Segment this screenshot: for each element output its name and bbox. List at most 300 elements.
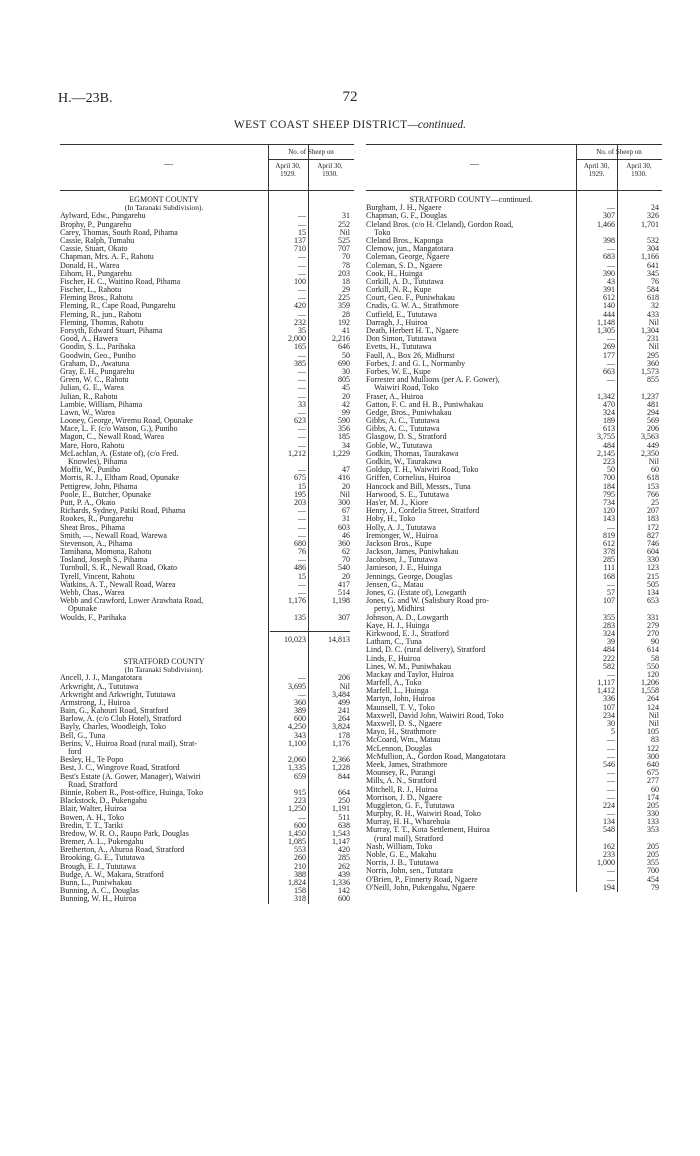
sheep-1929: 623 xyxy=(294,416,306,426)
table-row xyxy=(366,589,662,597)
owner-name: Cassie, Stuart, Okato xyxy=(60,245,128,254)
sheep-1929: 2,145 xyxy=(597,448,615,458)
table-row xyxy=(60,589,354,597)
sheep-1930: 827 xyxy=(647,530,659,540)
sheep-1930: 270 xyxy=(647,628,659,638)
owner-name: Cutfield, E., Tututawa xyxy=(366,310,437,319)
table-row xyxy=(60,376,354,384)
owner-name: Smith, —, Newall Road, Warewa xyxy=(60,531,167,540)
sheep-1930: 3,824 xyxy=(332,722,350,732)
sheep-1929: 162 xyxy=(603,841,615,851)
sheep-1930: 505 xyxy=(647,579,659,589)
owner-name: Lines, W. M., Puniwhakau xyxy=(366,662,452,671)
table-row xyxy=(366,843,662,851)
sheep-1929: 3,695 xyxy=(288,681,306,691)
sheep-1930: 185 xyxy=(338,432,350,442)
table-header-right xyxy=(366,144,662,191)
sheep-1929: 582 xyxy=(603,661,615,671)
sheep-1930: 1,229 xyxy=(332,448,350,458)
owner-name: Goodwin, Geo., Puniho xyxy=(60,351,136,360)
table-row xyxy=(60,707,354,715)
table-row xyxy=(60,327,354,335)
table-row xyxy=(366,311,662,319)
owner-name: Murray, H. H., Wharehuia xyxy=(366,818,450,827)
sheep-1929: 76 xyxy=(298,547,306,557)
sheep-1929: 388 xyxy=(294,869,306,879)
egmont-county-subheading: (In Taranaki Subdivision). xyxy=(124,203,204,213)
owner-name: Corkill, N. R., Kupe xyxy=(366,286,432,295)
table-row xyxy=(366,818,662,826)
sheep-1929: 43 xyxy=(607,276,615,286)
owner-name: Brooking, G. E., Tututawa xyxy=(60,854,145,863)
table-row xyxy=(60,343,354,351)
table-row xyxy=(366,736,662,744)
sheep-1930: 2,350 xyxy=(641,448,659,458)
sheep-1930: 205 xyxy=(647,800,659,810)
sheep-1930: 307 xyxy=(338,612,350,622)
owner-name: Darragh, J., Huiroa xyxy=(366,318,428,327)
page-title xyxy=(0,119,700,131)
sheep-1929: — xyxy=(298,506,306,516)
sheep-1929: — xyxy=(298,293,306,303)
table-row xyxy=(366,384,662,392)
table-row xyxy=(366,753,662,761)
owner-name: Good, A., Hawera xyxy=(60,335,118,344)
sheep-1929: 1,412 xyxy=(597,686,615,696)
sheep-1929: — xyxy=(298,432,306,442)
owner-name: Goble, W., Tututawa xyxy=(366,441,433,450)
sheep-1929: 30 xyxy=(607,719,615,728)
owner-name: Maxwell, D. S., Ngaere xyxy=(366,720,442,728)
table-row xyxy=(366,614,662,622)
sheep-1930: 1,543 xyxy=(332,828,350,838)
sheep-1930: 99 xyxy=(342,407,350,417)
table-row xyxy=(366,704,662,712)
sheep-1930: 331 xyxy=(647,612,659,622)
table-row xyxy=(60,442,354,450)
table-row xyxy=(366,376,662,384)
table-row xyxy=(366,835,662,843)
owner-name: Mackay and Taylor, Huiroa xyxy=(366,670,454,679)
owner-name: Marfell, L., Huinga xyxy=(366,687,429,696)
table-row xyxy=(60,740,354,748)
sheep-1930: 1,237 xyxy=(641,391,659,401)
owner-name: Goldup, T. H., Waiwiri Road, Toko xyxy=(366,466,479,475)
sheep-1929: 2,060 xyxy=(288,755,306,765)
sheep-1929: 355 xyxy=(603,612,615,622)
table-row xyxy=(60,458,354,466)
owner-name: Stevenson, A., Pihama xyxy=(60,539,133,548)
owner-name: Mounsey, R., Purangi xyxy=(366,769,436,778)
owner-name: Pettigrew, John, Pihama xyxy=(60,482,138,491)
owner-name: Bunn, L., Puniwhakau xyxy=(60,879,132,887)
owner-name: Best's Estate (A. Gower, Manager), Waiwiri xyxy=(60,772,201,781)
sheep-1930: 29 xyxy=(342,285,350,295)
owner-name: McCoard, Wm., Matau xyxy=(366,736,441,745)
sheep-1929: 680 xyxy=(294,538,306,548)
owner-name: Magon, C., Newall Road, Warea xyxy=(60,433,165,442)
owner-name: Maxwell, David John, Waiwiri Road, Toko xyxy=(366,711,504,720)
sheep-1930: 172 xyxy=(647,522,659,532)
table-row xyxy=(60,556,354,564)
table-row xyxy=(60,253,354,261)
table-row xyxy=(60,286,354,294)
owner-name: Jackson, James, Puniwhakau xyxy=(366,548,459,557)
sheep-1930: 120 xyxy=(647,669,659,679)
sheep-1929: 223 xyxy=(603,457,615,466)
sheep-1929: 140 xyxy=(603,301,615,311)
owner-name: Latham, C., Tuna xyxy=(366,638,422,647)
sheep-1929: — xyxy=(298,366,306,376)
sheep-1929: — xyxy=(298,465,306,475)
owner-name: Hancock and Bill, Messrs., Tuna xyxy=(366,482,471,491)
name-column-header-right: — xyxy=(470,159,479,169)
table-row xyxy=(60,524,354,532)
sheep-1930: 417 xyxy=(338,579,350,589)
owner-name: Kirkwood, E. J., Stratford xyxy=(366,629,449,638)
stratford-county-subheading: (In Taranaki Subdivision). xyxy=(124,665,204,675)
sheep-1930: 304 xyxy=(647,244,659,254)
sheep-1930: 618 xyxy=(647,473,659,483)
sheep-1929: 143 xyxy=(603,514,615,524)
col-1929-header-right: April 30, 1929. xyxy=(583,162,610,178)
owner-name: Mace, L. F. (c/o Watson, G.), Puniho xyxy=(60,425,178,434)
owner-name: Arkwright and Arkwright, Tututawa xyxy=(60,690,176,699)
owner-name: Looney, George, Wiremu Road, Opunake xyxy=(60,417,193,426)
sheep-1930: 355 xyxy=(647,858,659,868)
sheep-1930: 618 xyxy=(647,293,659,303)
sheep-1930: 241 xyxy=(338,706,350,716)
sheep-1930: 805 xyxy=(338,375,350,385)
owner-name: Bunning, A. C., Douglas xyxy=(60,887,139,896)
table-row xyxy=(60,683,354,691)
sheep-1929: — xyxy=(607,784,615,794)
table-row xyxy=(60,409,354,417)
table-row xyxy=(366,802,662,810)
table-row xyxy=(60,352,354,360)
sheep-1929: 194 xyxy=(603,882,615,892)
table-row xyxy=(60,319,354,327)
sheep-1930: 420 xyxy=(338,845,350,855)
sheep-1930: 90 xyxy=(651,637,659,647)
owner-name: Forbes, W. E., Kupe xyxy=(366,367,431,376)
sheep-1929: 224 xyxy=(603,800,615,810)
table-row xyxy=(366,564,662,572)
owner-name: Binnie, Robert R., Post-office, Huinga, Toko xyxy=(60,788,204,797)
sheep-1929: 398 xyxy=(603,235,615,245)
sheep-1929: — xyxy=(607,244,615,254)
owner-name: McLachlan, A. (Estate of), (c/o Fred. xyxy=(60,449,179,458)
owner-name: Hoby, H., Toko xyxy=(366,515,416,524)
sheep-1929: 269 xyxy=(603,342,615,352)
sheep-1930: 225 xyxy=(338,293,350,303)
owner-name: Noble, G. E., Makahu xyxy=(366,851,437,859)
sheep-1930: 60 xyxy=(651,465,659,475)
stratford-county-heading: STRATFORD COUNTY xyxy=(123,656,205,666)
sheep-1930: 203 xyxy=(338,268,350,278)
table-row xyxy=(60,614,354,622)
sheep-1930: 70 xyxy=(342,252,350,262)
col-1929-header: April 30, 1929. xyxy=(275,162,301,178)
owner-name: Coleman, George, Ngaere xyxy=(366,253,450,262)
owner-name: Court, Geo. F., Puniwhakau xyxy=(366,294,455,303)
sheep-1930: 41 xyxy=(342,326,350,335)
owner-name: Goodin, S. L., Parihaka xyxy=(60,343,136,352)
sheep-1929: 134 xyxy=(603,817,615,827)
table-row xyxy=(366,761,662,769)
sheep-1929: 1,148 xyxy=(597,317,615,327)
table-row xyxy=(366,294,662,302)
owner-name: Fleming, R., Cape Road, Pungarehu xyxy=(60,302,176,311)
table-row xyxy=(366,319,662,327)
owner-name: Morrison, J. D., Ngaere xyxy=(366,793,442,802)
owner-name: Fleming, R., jun., Rahotu xyxy=(60,310,142,319)
table-row xyxy=(60,483,354,491)
owner-name: Death, Herbert H. T., Ngaere xyxy=(366,327,459,335)
sheep-1930: 700 xyxy=(647,866,659,876)
owner-name: Fischer, H. C., Waitino Road, Pihama xyxy=(60,277,181,286)
table-row xyxy=(366,826,662,834)
table-row xyxy=(60,270,354,278)
stratford-continued-heading: STRATFORD COUNTY—continued. xyxy=(409,195,533,204)
sheep-1930: 766 xyxy=(647,489,659,499)
table-row xyxy=(366,646,662,654)
table-row xyxy=(366,286,662,294)
sheep-1930: 32 xyxy=(651,301,659,311)
sheep-1930: 123 xyxy=(647,563,659,573)
sheep-1930: 1,228 xyxy=(332,763,350,773)
sheep-1929: 324 xyxy=(603,628,615,638)
sheep-1929: 663 xyxy=(603,366,615,376)
sheep-1930: 1,573 xyxy=(641,366,659,376)
sheep-1930: 295 xyxy=(647,350,659,360)
sheep-1929: — xyxy=(607,260,615,270)
sheep-1930: 25 xyxy=(651,497,659,507)
sheep-1930: 34 xyxy=(342,440,350,450)
table-row xyxy=(366,221,662,229)
sheep-1929: — xyxy=(607,866,615,876)
table-row xyxy=(60,548,354,556)
sheep-1929: — xyxy=(607,579,615,589)
table-row xyxy=(366,712,662,720)
owner-name: Iremonger, W., Huiroa xyxy=(366,531,438,540)
sheep-1929: — xyxy=(298,522,306,532)
table-row xyxy=(366,302,662,310)
owner-name: Glasgow, D. S., Stratford xyxy=(366,433,447,442)
table-row xyxy=(60,237,354,245)
owner-name: Armstrong, J., Huiroa xyxy=(60,698,130,707)
table-row xyxy=(60,764,354,772)
sheep-1930: 1,336 xyxy=(332,878,350,887)
sheep-1929: 2,000 xyxy=(288,334,306,344)
table-row xyxy=(366,687,662,695)
sheep-1929: 484 xyxy=(603,645,615,655)
table-row xyxy=(366,483,662,491)
table-row xyxy=(60,515,354,523)
sheep-1930: 31 xyxy=(342,211,350,221)
sheep-1930: 855 xyxy=(647,375,659,385)
sheep-1930: 76 xyxy=(651,276,659,286)
table-row xyxy=(60,895,354,903)
owner-name: Maunsell, T. V., Toko xyxy=(366,703,435,712)
owner-name: Julian, G. E., Warea xyxy=(60,384,124,393)
sheep-1930: 215 xyxy=(647,571,659,581)
sheep-1929: 184 xyxy=(603,481,615,491)
owner-name: Besley, H., Te Popo xyxy=(60,756,124,765)
owner-name: Faull, A., Box 26, Midhurst xyxy=(366,351,455,360)
sheep-1929: 111 xyxy=(603,563,615,573)
table-row xyxy=(60,540,354,548)
page-title-main: WEST COAST SHEEP DISTRICT xyxy=(233,119,408,131)
owner-name: Kaye, H. J., Huinga xyxy=(366,621,430,630)
sheep-1929: — xyxy=(298,219,306,229)
owner-name: Eihorn, H., Pungarehu xyxy=(60,269,132,278)
sheep-1930: 433 xyxy=(647,309,659,319)
sheep-1929: 137 xyxy=(294,235,306,245)
table-row xyxy=(60,699,354,707)
table-row xyxy=(60,401,354,409)
owner-name: Evetts, H., Tututawa xyxy=(366,343,432,352)
table-row xyxy=(366,573,662,581)
sheep-1930: 60 xyxy=(651,784,659,794)
sheep-1930: 262 xyxy=(338,861,350,871)
sheep-1929: — xyxy=(607,792,615,802)
sheep-1929: 553 xyxy=(294,845,306,855)
owner-name: Knowles), Pihama xyxy=(68,458,128,466)
table-row xyxy=(60,393,354,401)
sheep-1929: 177 xyxy=(603,350,615,360)
sheep-1929: — xyxy=(607,203,615,213)
owner-name: Richards, Sydney, Patiki Road, Pihama xyxy=(60,507,186,516)
owner-name: Cleland Bros., Kaponga xyxy=(366,236,443,245)
owner-name: Forrester and Mullions (per A. F. Gower), xyxy=(366,376,500,385)
sheep-1930: 277 xyxy=(647,776,659,786)
owner-name: Moffit, W., Puniho xyxy=(60,466,121,475)
sheep-1929: 1,824 xyxy=(288,878,306,887)
table-row xyxy=(366,884,662,892)
sheep-1929: 57 xyxy=(607,588,615,597)
owner-name: Berins, V., Huiroa Road (rural mail), Strat- xyxy=(60,739,198,748)
sheep-1929: — xyxy=(607,375,615,385)
sheep-1930: 42 xyxy=(342,399,350,409)
owner-name: Bowen, A. H., Toko xyxy=(60,813,124,822)
sheep-1929: 360 xyxy=(294,697,306,707)
owner-name: Fraser, A., Huiroa xyxy=(366,392,424,401)
owner-name: Meek, James, Strathmore xyxy=(366,760,448,769)
table-row xyxy=(60,262,354,270)
sheep-1930: 449 xyxy=(647,440,659,450)
sheep-1929: 4,250 xyxy=(288,722,306,732)
owner-name: Cook, H., Huinga xyxy=(366,269,423,278)
table-row xyxy=(60,838,354,846)
owner-name: Burgham, J. H., Ngaere xyxy=(366,204,442,213)
sheep-1929: 1,466 xyxy=(597,219,615,229)
table-row xyxy=(60,302,354,310)
sheep-1929: 232 xyxy=(294,317,306,327)
owner-name: Godkin, W., Taurakawa xyxy=(366,458,442,466)
owner-name: Has'er, M. J., Kiore xyxy=(366,498,429,507)
table-row xyxy=(60,781,354,789)
table-row xyxy=(366,679,662,687)
sheep-1930: Nil xyxy=(648,719,659,728)
table-row xyxy=(366,622,662,630)
table-row xyxy=(366,245,662,253)
owner-name: Jamieson, J. E., Huinga xyxy=(366,564,442,573)
sheep-1930: 511 xyxy=(338,812,350,822)
owner-name: Tamihana, Momona, Rahotu xyxy=(60,548,152,557)
owner-name: Budge, A. W., Makara, Stratford xyxy=(60,870,164,879)
table-row xyxy=(366,327,662,335)
table-row xyxy=(60,294,354,302)
sheep-1930: 231 xyxy=(647,334,659,344)
owner-name: Sheat Bros., Pihama xyxy=(60,523,125,532)
sheep-1929: 285 xyxy=(603,555,615,565)
owner-name: Bunning, W. H., Huiroa xyxy=(60,895,137,904)
table-row xyxy=(366,466,662,474)
sheep-1930: 134 xyxy=(647,588,659,597)
table-row xyxy=(366,655,662,663)
table-row xyxy=(60,674,354,682)
table-row xyxy=(60,221,354,229)
left-column-table xyxy=(60,144,354,904)
table-row xyxy=(366,278,662,286)
sheep-1930: 264 xyxy=(647,694,659,704)
sheep-1929: 5 xyxy=(611,727,615,737)
owner-name: Johnson, A. D., Lowgarth xyxy=(366,613,449,622)
table-row xyxy=(366,867,662,875)
sheep-1930: 28 xyxy=(342,309,350,319)
table-header xyxy=(60,144,354,191)
sheep-1930: 353 xyxy=(647,825,659,835)
sheep-1930: 532 xyxy=(647,235,659,245)
sheep-1930: 1,147 xyxy=(332,837,350,847)
table-row xyxy=(60,756,354,764)
owner-name: Harwood, S. E., Tututawa xyxy=(366,490,449,499)
owner-name: Arkwright, A., Tututawa xyxy=(60,682,139,691)
table-row xyxy=(60,507,354,515)
owner-name: ford xyxy=(68,748,82,756)
sheep-1930: 205 xyxy=(647,850,659,859)
sheep-1929: 613 xyxy=(603,424,615,434)
egmont-total-row xyxy=(60,636,354,644)
sheep-1929: 391 xyxy=(603,285,615,295)
table-row xyxy=(366,270,662,278)
table-row xyxy=(366,262,662,270)
owner-name: Gedge, Bros., Puniwhakau xyxy=(366,408,452,417)
sheep-1929: 1,117 xyxy=(597,678,615,688)
sheep-1929: — xyxy=(298,440,306,450)
sheep-1930: 2,366 xyxy=(332,755,350,765)
sheep-1930: 646 xyxy=(338,342,350,352)
sheep-1929: 307 xyxy=(603,211,615,221)
table-row xyxy=(60,723,354,731)
sheep-1929: 50 xyxy=(607,465,615,475)
sheep-1929: 318 xyxy=(294,894,306,904)
sheep-1930: 300 xyxy=(647,751,659,761)
table-row xyxy=(366,433,662,441)
table-row xyxy=(366,409,662,417)
owner-name: Martyn, John, Huiroa xyxy=(366,695,435,704)
owner-name: Cassie, Ralph, Tumahu xyxy=(60,236,135,245)
sheep-1930: 525 xyxy=(338,235,350,245)
sheep-1930: 499 xyxy=(338,697,350,707)
table-row xyxy=(366,343,662,351)
owner-name: Jackson Bros., Kupe xyxy=(366,539,432,548)
table-row xyxy=(60,822,354,830)
owner-name: Nash, William, Toko xyxy=(366,842,433,851)
sheep-1929: 385 xyxy=(294,358,306,368)
sheep-1929: — xyxy=(298,424,306,434)
